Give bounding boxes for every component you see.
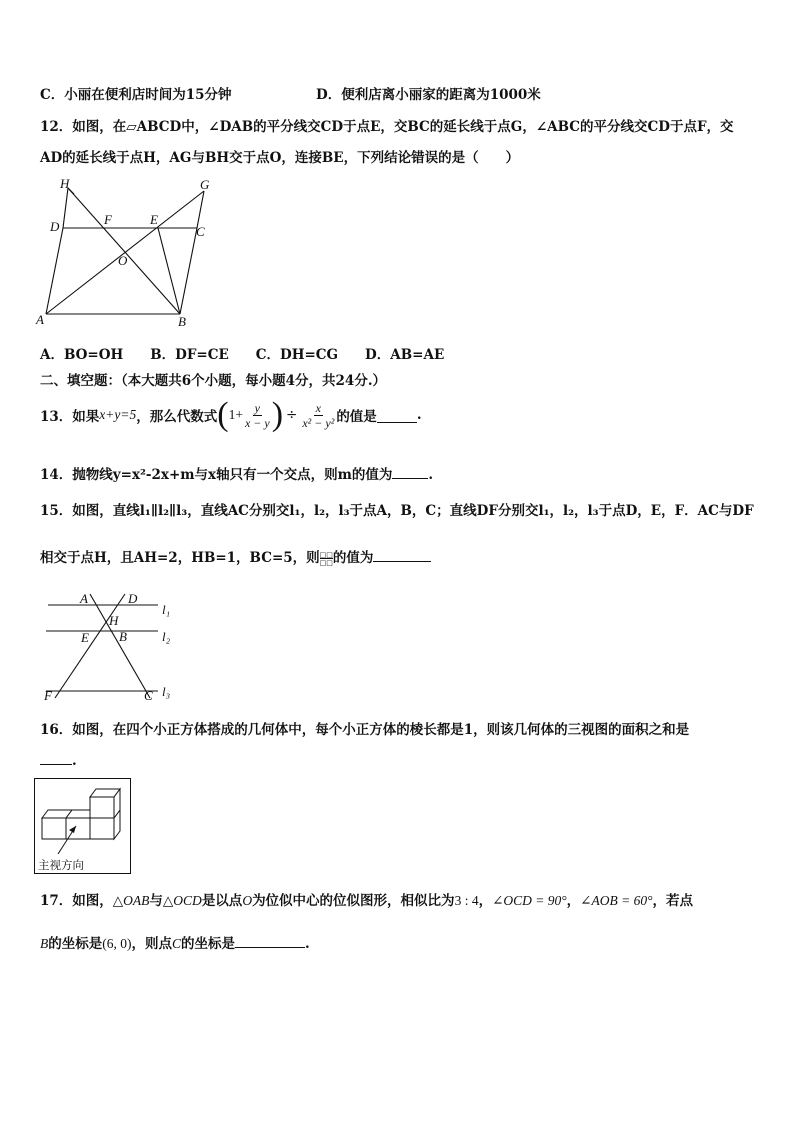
q16-stem-line1: 16．如图，在四个小正方体搭成的几何体中，每个小正方体的棱长都是1，则该几何体的三视图的面积之和是 <box>40 722 690 738</box>
q16-view-direction-caption: 主视方向 <box>38 858 84 872</box>
label-l1: l₁ <box>162 602 171 617</box>
q15-stem-line1: 15．如图，直线l₁∥l₂∥l₃，直线AC分别交l₁，l₂，l₃于点A，B，C；直线DF分别交l₁，l₂，l₃于点D，E，F．AC与DF <box>40 503 754 519</box>
q13-prefix: 13．如果 <box>40 409 100 425</box>
label-h: H <box>109 613 119 628</box>
q13-condition: x+y=5 <box>99 407 137 422</box>
q12-stem-line2: AD的延长线于点H，AG与BH交于点O，连接BE，下列结论错误的是（ ） <box>40 150 520 166</box>
section-2-heading: 二、填空题：（本大题共6个小题，每小题4分，共24分.） <box>40 373 387 389</box>
q17-stem-line1: 17．如图，△OAB与△OCD是以点O为位似中心的位似图形，相似比为3 : 4，∠OCD = 90°，∠AOB = 60°，若点 <box>40 893 693 909</box>
q12-options: A．BO=OH B．DF=CE C．DH=CG D．AB=AE <box>40 347 445 363</box>
q13-answer-blank[interactable] <box>377 408 417 423</box>
label-a: A <box>80 591 88 606</box>
label-f: F <box>44 688 52 703</box>
q14-stem: 14．抛物线y=x²-2x+m与x轴只有一个交点，则m的值为 <box>40 467 393 483</box>
q14-line: 14．抛物线y=x²-2x+m与x轴只有一个交点，则m的值为 . <box>40 463 433 483</box>
q15-stem-line2: 相交于点H，且AH=2，HB=1，BC=5，则 □□ □□ 的值为 <box>40 546 431 566</box>
q13-divide: ÷ <box>286 407 298 423</box>
q12-stem-line1: 12．如图，在▱ABCD中，∠DAB的平分线交CD于点E，交BC的延长线于点G，∠ABC的平分线交CD于点F，交 <box>40 119 734 135</box>
label-f: F <box>104 212 112 227</box>
label-o: O <box>118 253 128 268</box>
label-e: E <box>150 212 158 227</box>
label-e: E <box>81 630 89 645</box>
q17-answer-blank[interactable] <box>235 933 305 948</box>
label-d: D <box>50 219 60 234</box>
q13-suffix: 的值是 <box>336 409 377 425</box>
q16-stem-line2: . <box>40 750 77 769</box>
q13-fraction-1: $\frac{y}{x - y}$ <box>244 400 270 430</box>
label-l3: l₃ <box>162 684 171 699</box>
q14-answer-blank[interactable] <box>392 464 428 479</box>
label-h: H <box>60 176 70 191</box>
label-l2: l₂ <box>162 629 171 644</box>
label-g: G <box>200 177 210 192</box>
q15-answer-blank[interactable] <box>373 547 431 562</box>
label-b: B <box>178 314 186 329</box>
q13-mid: ，那么代数式 <box>136 409 218 425</box>
q11-option-c: C．小丽在便利店时间为15分钟 <box>40 87 232 103</box>
q15-parallel-lines-figure <box>36 586 186 708</box>
q15-garbled-fraction: □□ □□ <box>319 550 333 567</box>
q13-one-plus: 1+ <box>228 407 243 422</box>
q16-cubes-figure <box>34 778 134 880</box>
label-b: B <box>119 629 127 644</box>
label-c: C <box>144 688 153 703</box>
label-a: A <box>36 312 44 327</box>
q13-line: 13．如果 x+y=5 ，那么代数式 ( 1+ $\frac{y}{x - y}$ ) ÷ $\frac{x}{\text{x² − y²}}$ 的值是 . <box>40 396 422 433</box>
q17-stem-line2: B的坐标是(6, 0)，则点C的坐标是 . <box>40 932 310 952</box>
label-c: C <box>196 224 205 239</box>
label-d: D <box>128 591 138 606</box>
q16-answer-blank[interactable] <box>40 750 72 765</box>
q11-option-d: D．便利店离小丽家的距离为1000米 <box>316 87 541 103</box>
q13-fraction-2: $\frac{x}{\text{x² − y²}}$ <box>302 400 335 430</box>
q12-parallelogram-figure <box>30 172 220 334</box>
